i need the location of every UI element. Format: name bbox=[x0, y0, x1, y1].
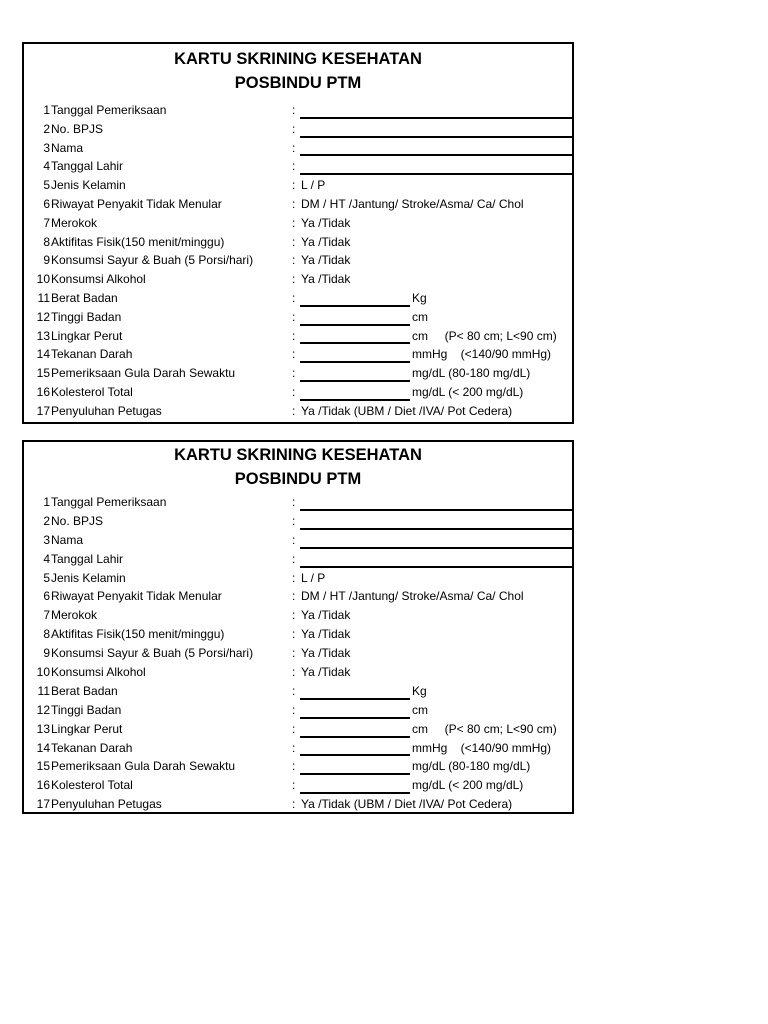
row-colon: : bbox=[292, 759, 296, 774]
row-label: Tekanan Darah bbox=[51, 347, 133, 362]
card-title: KARTU SKRINING KESEHATAN bbox=[174, 446, 422, 464]
form-row bbox=[24, 531, 572, 550]
row-options: Ya /Tidak bbox=[301, 627, 351, 642]
row-colon: : bbox=[292, 159, 296, 174]
row-label: Jenis Kelamin bbox=[51, 570, 126, 585]
form-row bbox=[24, 383, 572, 402]
row-label: Konsumsi Sayur & Buah (5 Porsi/hari) bbox=[51, 253, 254, 268]
row-number: 3 bbox=[43, 532, 50, 547]
row-number: 6 bbox=[43, 196, 50, 211]
row-label: Tanggal Pemeriksaan bbox=[51, 103, 167, 117]
form-rows bbox=[24, 493, 572, 814]
form-row bbox=[24, 308, 572, 327]
row-options: Ya /Tidak bbox=[301, 234, 351, 249]
fill-in-line[interactable] bbox=[300, 399, 410, 401]
row-label: Kolesterol Total bbox=[51, 384, 133, 399]
row-colon: : bbox=[292, 215, 296, 230]
row-colon: : bbox=[292, 272, 296, 287]
row-number: 14 bbox=[36, 740, 50, 755]
row-unit: mg/dL (< 200 mg/dL) bbox=[412, 384, 524, 399]
row-colon: : bbox=[292, 740, 296, 755]
row-options: DM / HT /Jantung/ Stroke/Asma/ Ca/ Chol bbox=[301, 589, 524, 604]
form-row bbox=[24, 195, 572, 214]
card-subtitle: POSBINDU PTM bbox=[234, 470, 362, 488]
row-unit: mg/dL (80-180 mg/dL) bbox=[412, 366, 531, 381]
form-row bbox=[24, 625, 572, 644]
row-unit: Kg bbox=[412, 683, 427, 698]
row-number: 11 bbox=[37, 683, 50, 698]
fill-in-line[interactable] bbox=[300, 305, 410, 307]
row-label: Jenis Kelamin bbox=[51, 178, 126, 193]
row-unit: mg/dL (80-180 mg/dL) bbox=[412, 759, 531, 774]
row-number: 12 bbox=[36, 702, 50, 717]
row-label: Berat Badan bbox=[51, 290, 118, 305]
form-row bbox=[24, 512, 572, 531]
row-options: Ya /Tidak bbox=[301, 215, 351, 230]
row-colon: : bbox=[292, 309, 296, 324]
row-label: Riwayat Penyakit Tidak Menular bbox=[51, 196, 222, 211]
form-row bbox=[24, 569, 572, 588]
row-label: Lingkar Perut bbox=[51, 328, 123, 343]
card-subtitle: POSBINDU PTM bbox=[234, 74, 362, 92]
row-options: Ya /Tidak bbox=[301, 646, 351, 661]
row-number: 5 bbox=[43, 570, 50, 585]
form-row bbox=[24, 289, 572, 308]
row-colon: : bbox=[292, 589, 296, 604]
form-row bbox=[24, 663, 572, 682]
row-label: Tanggal Lahir bbox=[51, 159, 124, 174]
row-colon: : bbox=[292, 253, 296, 268]
fill-in-line[interactable] bbox=[300, 509, 572, 511]
row-colon: : bbox=[292, 721, 296, 736]
row-options: Ya /Tidak (UBM / Diet /IVA/ Pot Cedera) bbox=[301, 797, 513, 812]
row-colon: : bbox=[292, 366, 296, 381]
row-colon: : bbox=[292, 627, 296, 642]
row-number: 15 bbox=[36, 759, 50, 774]
row-colon: : bbox=[292, 103, 296, 117]
form-row bbox=[24, 327, 572, 346]
form-row bbox=[24, 757, 572, 776]
form-row bbox=[24, 402, 572, 421]
row-label: Pemeriksaan Gula Darah Sewaktu bbox=[51, 759, 236, 774]
row-colon: : bbox=[292, 665, 296, 680]
row-colon: : bbox=[292, 403, 296, 418]
row-colon: : bbox=[292, 532, 296, 547]
row-unit: mg/dL (< 200 mg/dL) bbox=[412, 778, 524, 793]
screening-card-2 bbox=[22, 440, 574, 814]
form-row bbox=[24, 120, 572, 139]
form-row bbox=[24, 157, 572, 176]
row-label: Riwayat Penyakit Tidak Menular bbox=[51, 589, 222, 604]
row-number: 1 bbox=[43, 103, 50, 117]
row-label: Merokok bbox=[51, 215, 98, 230]
row-label: Kolesterol Total bbox=[51, 778, 133, 793]
row-colon: : bbox=[292, 178, 296, 193]
row-label: Penyuluhan Petugas bbox=[51, 403, 162, 418]
row-unit: Kg bbox=[412, 290, 427, 305]
row-label: Nama bbox=[51, 140, 84, 155]
row-label: Tanggal Lahir bbox=[51, 551, 124, 566]
row-unit: cm (P< 80 cm; L<90 cm) bbox=[412, 328, 557, 343]
fill-in-line[interactable] bbox=[300, 773, 410, 775]
form-row bbox=[24, 139, 572, 158]
row-label: Lingkar Perut bbox=[51, 721, 123, 736]
form-row bbox=[24, 606, 572, 625]
row-colon: : bbox=[292, 234, 296, 249]
row-colon: : bbox=[292, 121, 296, 136]
form-row bbox=[24, 493, 572, 512]
row-label: Berat Badan bbox=[51, 683, 118, 698]
row-number: 2 bbox=[43, 513, 50, 528]
row-number: 5 bbox=[43, 178, 50, 193]
row-label: Penyuluhan Petugas bbox=[51, 797, 162, 812]
row-number: 17 bbox=[36, 797, 50, 812]
row-unit: cm bbox=[412, 702, 428, 717]
form-row bbox=[24, 251, 572, 270]
row-number: 6 bbox=[43, 589, 50, 604]
row-colon: : bbox=[292, 797, 296, 812]
row-options: Ya /Tidak bbox=[301, 665, 351, 680]
fill-in-line[interactable] bbox=[300, 528, 572, 530]
row-options: Ya /Tidak bbox=[301, 608, 351, 623]
row-colon: : bbox=[292, 551, 296, 566]
row-options: Ya /Tidak bbox=[301, 272, 351, 287]
row-options: L / P bbox=[301, 178, 326, 193]
row-label: No. BPJS bbox=[51, 121, 104, 136]
row-label: Konsumsi Alkohol bbox=[51, 272, 146, 287]
row-colon: : bbox=[292, 513, 296, 528]
form-row bbox=[24, 739, 572, 758]
screening-card-1 bbox=[22, 42, 574, 424]
row-colon: : bbox=[292, 570, 296, 585]
row-colon: : bbox=[292, 290, 296, 305]
row-number: 9 bbox=[43, 253, 50, 268]
row-number: 4 bbox=[43, 551, 50, 566]
row-number: 2 bbox=[43, 121, 50, 136]
row-number: 16 bbox=[36, 778, 50, 793]
fill-in-line[interactable] bbox=[300, 380, 410, 382]
row-number: 10 bbox=[36, 272, 50, 287]
row-label: No. BPJS bbox=[51, 513, 104, 528]
card-header bbox=[24, 44, 572, 101]
fill-in-line[interactable] bbox=[300, 173, 572, 175]
row-number: 8 bbox=[43, 234, 50, 249]
card-title: KARTU SKRINING KESEHATAN bbox=[174, 50, 422, 68]
form-row bbox=[24, 345, 572, 364]
fill-in-line[interactable] bbox=[300, 342, 410, 344]
row-options: L / P bbox=[301, 570, 326, 585]
row-number: 3 bbox=[43, 140, 50, 155]
row-colon: : bbox=[292, 778, 296, 793]
fill-in-line[interactable] bbox=[300, 324, 410, 326]
fill-in-line[interactable] bbox=[300, 566, 572, 568]
row-number: 16 bbox=[36, 384, 50, 399]
fill-in-line[interactable] bbox=[300, 792, 410, 794]
form-row bbox=[24, 176, 572, 195]
form-row bbox=[24, 270, 572, 289]
row-number: 15 bbox=[36, 366, 50, 381]
form-row bbox=[24, 682, 572, 701]
row-label: Tekanan Darah bbox=[51, 740, 133, 755]
row-colon: : bbox=[292, 608, 296, 623]
row-label: Tinggi Badan bbox=[51, 309, 122, 324]
form-row bbox=[24, 720, 572, 739]
fill-in-line[interactable] bbox=[300, 698, 410, 700]
form-row bbox=[24, 364, 572, 383]
fill-in-line[interactable] bbox=[300, 361, 410, 363]
row-label: Konsumsi Sayur & Buah (5 Porsi/hari) bbox=[51, 646, 254, 661]
row-label: Tanggal Pemeriksaan bbox=[51, 495, 167, 509]
row-options: DM / HT /Jantung/ Stroke/Asma/ Ca/ Chol bbox=[301, 196, 524, 211]
row-unit: cm bbox=[412, 309, 428, 324]
row-label: Aktifitas Fisik(150 menit/minggu) bbox=[51, 234, 225, 249]
row-number: 1 bbox=[43, 495, 50, 509]
row-number: 9 bbox=[43, 646, 50, 661]
form-row bbox=[24, 233, 572, 252]
row-label: Aktifitas Fisik(150 menit/minggu) bbox=[51, 627, 225, 642]
form-row bbox=[24, 550, 572, 569]
row-number: 12 bbox=[36, 309, 50, 324]
row-label: Merokok bbox=[51, 608, 98, 623]
row-colon: : bbox=[292, 702, 296, 717]
fill-in-line[interactable] bbox=[300, 736, 410, 738]
row-colon: : bbox=[292, 347, 296, 362]
row-number: 7 bbox=[43, 215, 50, 230]
form-row bbox=[24, 795, 572, 814]
form-row bbox=[24, 214, 572, 233]
row-label: Konsumsi Alkohol bbox=[51, 665, 146, 680]
form-row bbox=[24, 776, 572, 795]
row-number: 7 bbox=[43, 608, 50, 623]
row-number: 14 bbox=[36, 347, 50, 362]
row-colon: : bbox=[292, 140, 296, 155]
fill-in-line[interactable] bbox=[300, 717, 410, 719]
fill-in-line[interactable] bbox=[300, 117, 572, 119]
row-number: 11 bbox=[37, 290, 50, 305]
form-rows bbox=[24, 101, 572, 421]
row-label: Tinggi Badan bbox=[51, 702, 122, 717]
fill-in-line[interactable] bbox=[300, 136, 572, 138]
card-header bbox=[24, 442, 572, 493]
row-colon: : bbox=[292, 328, 296, 343]
form-row bbox=[24, 701, 572, 720]
row-number: 17 bbox=[36, 403, 50, 418]
form-row bbox=[24, 644, 572, 663]
row-number: 10 bbox=[36, 665, 50, 680]
row-unit: cm (P< 80 cm; L<90 cm) bbox=[412, 721, 557, 736]
row-colon: : bbox=[292, 646, 296, 661]
row-options: Ya /Tidak bbox=[301, 253, 351, 268]
form-row bbox=[24, 101, 572, 120]
fill-in-line[interactable] bbox=[300, 154, 572, 156]
row-label: Nama bbox=[51, 532, 84, 547]
row-colon: : bbox=[292, 495, 296, 509]
form-row bbox=[24, 587, 572, 606]
row-number: 13 bbox=[36, 328, 50, 343]
fill-in-line[interactable] bbox=[300, 547, 572, 549]
row-unit: mmHg (<140/90 mmHg) bbox=[412, 347, 552, 362]
row-number: 8 bbox=[43, 627, 50, 642]
row-colon: : bbox=[292, 384, 296, 399]
row-number: 4 bbox=[43, 159, 50, 174]
fill-in-line[interactable] bbox=[300, 754, 410, 756]
row-options: Ya /Tidak (UBM / Diet /IVA/ Pot Cedera) bbox=[301, 403, 513, 418]
row-label: Pemeriksaan Gula Darah Sewaktu bbox=[51, 366, 236, 381]
row-colon: : bbox=[292, 683, 296, 698]
row-colon: : bbox=[292, 196, 296, 211]
row-number: 13 bbox=[36, 721, 50, 736]
row-unit: mmHg (<140/90 mmHg) bbox=[412, 740, 552, 755]
